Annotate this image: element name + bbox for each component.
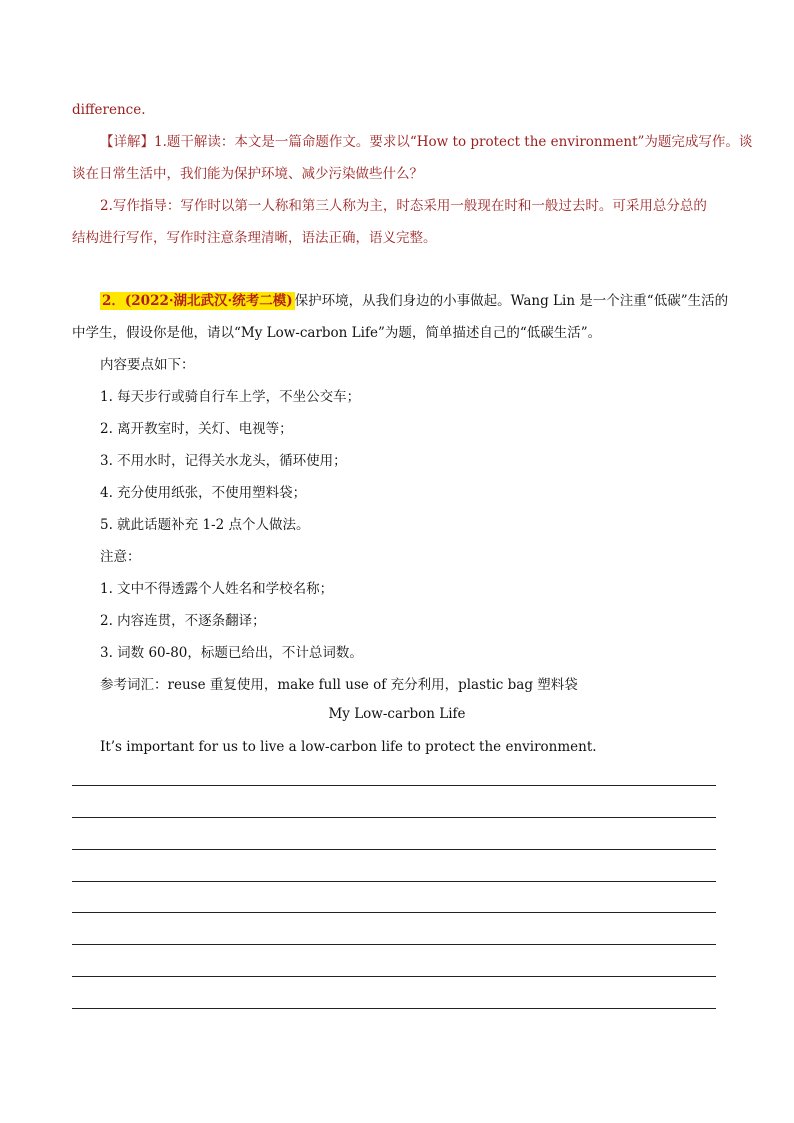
writing-line[interactable] [72, 849, 716, 850]
question-prompt-a: 保护环境，从我们身边的小事做起。Wang Lin 是一个注重“低碳”生活的 [294, 293, 729, 309]
detail-1-text-a: 1.题干解读：本文是一篇命题作文。要求以“How to protect the environment”为题完成写作。谈 [154, 134, 753, 150]
note-item: 1. 文中不得透露个人姓名和学校名称； [100, 581, 334, 597]
essay-title: My Low-carbon Life [328, 706, 466, 722]
point-item: 2. 离开教室时，关灯、电视等； [100, 421, 293, 437]
writing-line[interactable] [72, 944, 716, 945]
question-prompt-line-1 [100, 291, 752, 311]
detail-paragraph-1-line-1 [100, 132, 752, 152]
detail-paragraph-2-line-1: 2.写作指导：写作时以第一人称和第三人称为主，时态采用一般现在时和一般过去时。可采用总分总的 [100, 198, 707, 214]
point-item: 4. 充分使用纸张，不使用塑料袋； [100, 485, 307, 501]
detail-paragraph-1-line-2: 谈在日常生活中，我们能为保护环境、减少污染做些什么？ [72, 166, 423, 182]
essay-opening-sentence: It’s important for us to live a low-carbon life to protect the environment. [100, 739, 597, 755]
detail-paragraph-2-line-2: 结构进行写作，写作时注意条理清晰，语法正确，语义完整。 [72, 230, 437, 246]
writing-line[interactable] [72, 976, 716, 977]
writing-line[interactable] [72, 881, 716, 882]
writing-line[interactable] [72, 785, 716, 786]
point-item: 3. 不用水时，记得关水龙头，循环使用； [100, 453, 347, 469]
question-prompt-line-2: 中学生，假设你是他，请以“My Low-carbon Life”为题，简单描述自己的“低碳生活”。 [72, 325, 602, 341]
note-item: 3. 词数 60-80，标题已给出，不计总词数。 [100, 645, 363, 661]
notes-heading: 注意： [100, 549, 141, 565]
detail-tag: 【详解】 [100, 134, 154, 150]
points-heading: 内容要点如下： [100, 357, 195, 373]
question-source-tag: 2．(2022·湖北武汉·统考二模) [102, 293, 293, 309]
point-item: 5. 就此话题补充 1-2 点个人做法。 [100, 517, 310, 533]
vocabulary-reference: 参考词汇：reuse 重复使用，make full use of 充分利用，plastic bag 塑料袋 [100, 677, 578, 693]
explanation-tail: difference. [72, 102, 146, 118]
point-item: 1. 每天步行或骑自行车上学，不坐公交车； [100, 389, 361, 405]
note-item: 2. 内容连贯，不逐条翻译； [100, 613, 266, 629]
writing-line[interactable] [72, 1008, 716, 1009]
writing-line[interactable] [72, 912, 716, 913]
writing-line[interactable] [72, 817, 716, 818]
